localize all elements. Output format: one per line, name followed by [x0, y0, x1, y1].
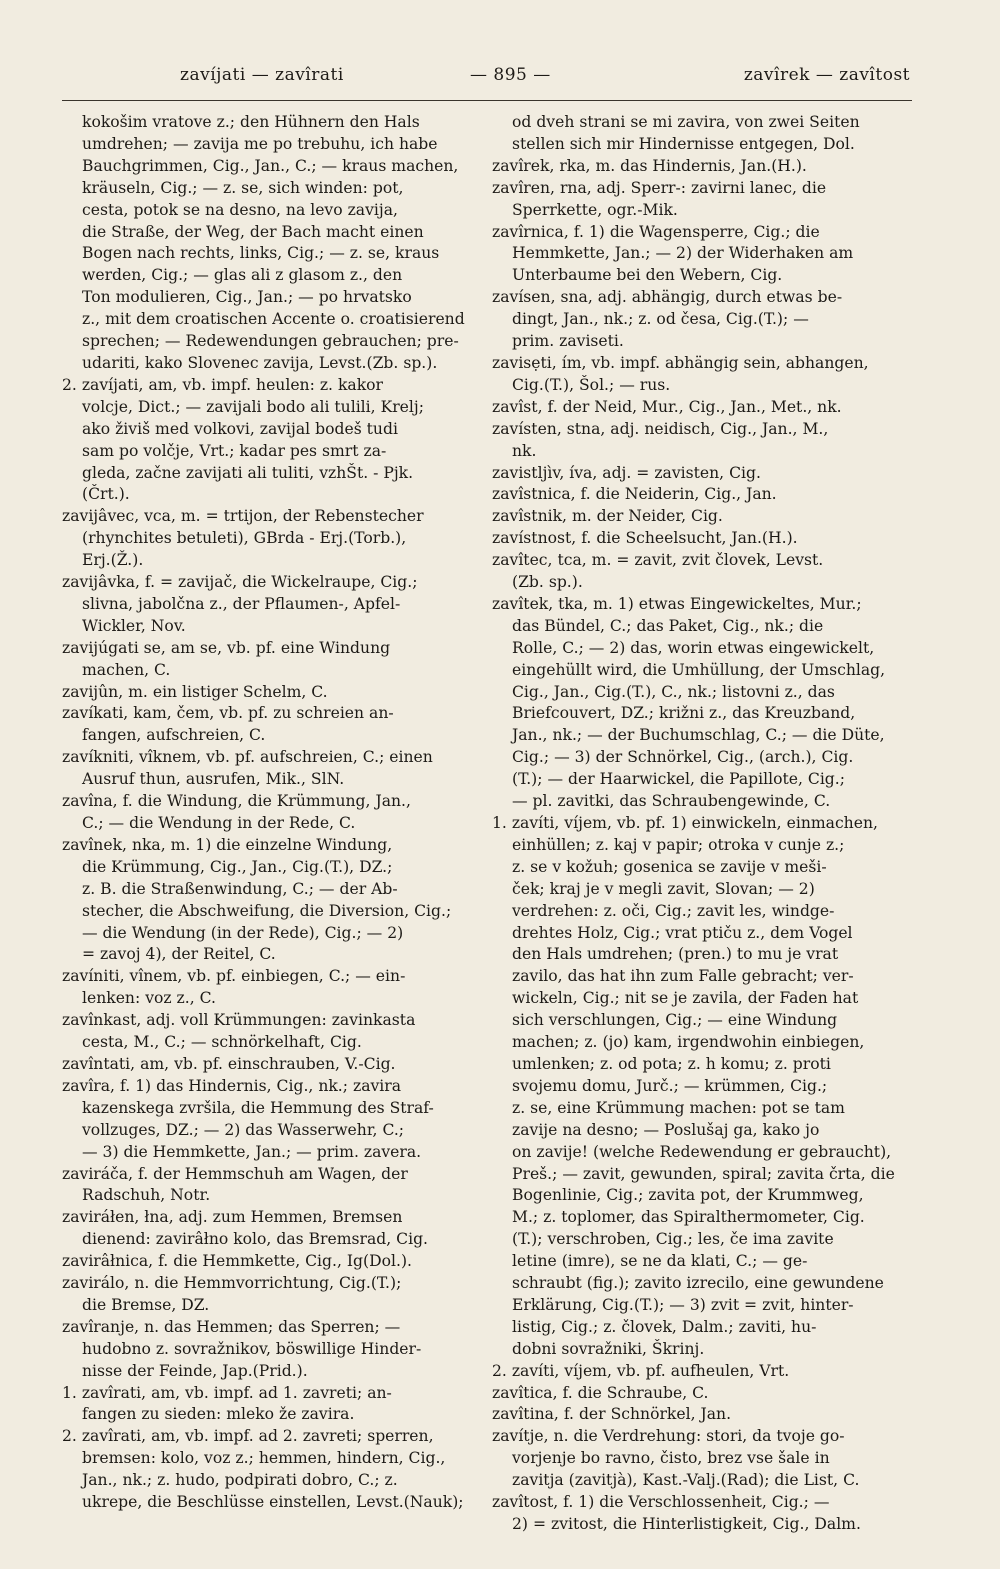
entry-line: eingehüllt wird, die Umhüllung, der Umschlag, — [512, 660, 886, 679]
entry-line: fangen zu sieden: mleko že zavira. — [82, 1405, 355, 1424]
entry-headword-line: zavijûn, m. ein listiger Schelm, C. — [62, 682, 328, 701]
entry-line: volcje, Dict.; — zavijali bodo ali tulili, Krelj; — [82, 397, 424, 416]
entry-line: umdrehen; — zavija me po trebuhu, ich habe — [82, 134, 438, 153]
entry-headword-line: zavíkniti, vîknem, vb. pf. aufschreien, C.; einen — [62, 748, 433, 767]
entry-line: listig, Cig.; z. človek, Dalm.; zaviti, hu- — [512, 1317, 817, 1336]
entry-line: zavilo, das hat ihn zum Falle gebracht; ver- — [512, 967, 854, 986]
entry-line: Erklärung, Cig.(T.); — 3) zvit = zvit, hinter- — [512, 1295, 854, 1314]
entry-line: prim. zaviseti. — [512, 332, 624, 351]
entry-line: cesta, M., C.; — schnörkelhaft, Cig. — [82, 1033, 362, 1052]
entry-headword-line: zavîtec, tca, m. = zavit, zvit človek, Levst. — [492, 551, 824, 570]
entry-line: — pl. zavitki, das Schraubengewinde, C. — [512, 792, 831, 811]
entry-line: das Bündel, C.; das Paket, Cig., nk.; die — [512, 616, 824, 635]
entry-headword-line: zavîstnica, f. die Neiderin, Cig., Jan. — [492, 485, 777, 504]
entry-headword-line: zavîtica, f. die Schraube, C. — [492, 1383, 709, 1402]
left-column — [62, 112, 486, 1514]
entry-line: z. se v kožuh; gosenica se zavije v meši- — [512, 857, 827, 876]
entry-headword-line: zavísten, stna, adj. neidisch, Cig., Jan., M., — [492, 419, 829, 438]
entry-headword-line: zavirálo, n. die Hemmvorrichtung, Cig.(T.); — [62, 1274, 402, 1293]
header-left-guide-words: zavíjati — zavîrati — [180, 65, 344, 85]
entry-line: dingt, Jan., nk.; z. od česa, Cig.(T.); — — [512, 310, 809, 329]
entry-line: nisse der Feinde, Jap.(Prid.). — [82, 1361, 308, 1380]
entry-line: den Hals umdrehen; (pren.) to mu je vrat — [512, 945, 839, 964]
entry-line: lenken: voz z., C. — [82, 989, 216, 1008]
entry-line: gleda, začne zavijati ali tuliti, vzhŠt. - Pjk. — [82, 463, 414, 482]
entry-line: M.; z. toplomer, das Spiralthermometer, Cig. — [512, 1208, 865, 1227]
entry-headword-line: zavistljìv, íva, adj. = zavisten, Cig. — [492, 463, 761, 482]
entry-line: bremsen: kolo, voz z.; hemmen, hindern, Cig., — [82, 1449, 446, 1468]
entry-line: ako živiš med volkovi, zavijal bodeš tudi — [82, 419, 398, 438]
entry-headword-line: zavísen, sna, adj. abhängig, durch etwas be- — [492, 288, 843, 307]
entry-headword-line: zavirâłnica, f. die Hemmkette, Cig., Ig(Dol.). — [62, 1252, 412, 1271]
entry-headword-line: zavîstnik, m. der Neider, Cig. — [492, 507, 723, 526]
entry-line: (Črt.). — [82, 485, 130, 504]
entry-line: Erj.(Ž.). — [82, 551, 144, 570]
entry-line: Jan., nk.; — der Buchumschlag, C.; — die Düte, — [512, 726, 885, 745]
entry-line: sam po volčje, Vrt.; kadar pes smrt za- — [82, 441, 387, 460]
page-number: — 895 — — [470, 65, 551, 85]
entry-line: udariti, kako Slovenec zavija, Levst.(Zb. sp.). — [82, 353, 438, 372]
entry-headword-line: zavîtek, tka, m. 1) etwas Eingewickeltes, Mur.; — [492, 594, 862, 613]
entry-line: cesta, potok se na desno, na levo zavija, — [82, 200, 398, 219]
entry-line: drehtes Holz, Cig.; vrat ptiču z., dem Vogel — [512, 923, 853, 942]
entry-line: schraubt (fig.); zavito izrecilo, eine gewundene — [512, 1274, 884, 1293]
entry-line: die Straße, der Weg, der Bach macht einen — [82, 222, 424, 241]
entry-headword-line: zavisẹti, ím, vb. impf. abhängig sein, abhangen, — [492, 353, 869, 372]
entry-headword-line: zaviráča, f. der Hemmschuh am Wagen, der — [62, 1164, 408, 1183]
entry-line: letine (imre), se ne da klati, C.; — ge- — [512, 1252, 808, 1271]
entry-headword-line: 2. zavíti, víjem, vb. pf. aufheulen, Vrt. — [492, 1361, 790, 1380]
entry-headword-line: zavînek, nka, m. 1) die einzelne Windung, — [62, 835, 393, 854]
entry-line: vollzuges, DZ.; — 2) das Wasserwehr, C.; — [82, 1120, 405, 1139]
entry-line: kräuseln, Cig.; — z. se, sich winden: pot, — [82, 178, 404, 197]
entry-line: Radschuh, Notr. — [82, 1186, 211, 1205]
entry-line: Rolle, C.; — 2) das, worin etwas eingewickelt, — [512, 638, 875, 657]
entry-headword-line: 2. zavîrati, am, vb. impf. ad 2. zavreti; sperren, — [62, 1427, 434, 1446]
entry-line: einhüllen; z. kaj v papir; otroka v cunje z.; — [512, 835, 845, 854]
entry-line: Cig., Jan., Cig.(T.), C., nk.; listovni z., das — [512, 682, 835, 701]
entry-headword-line: zavîst, f. der Neid, Mur., Cig., Jan., Met., nk. — [492, 397, 842, 416]
entry-line: ukrepe, die Beschlüsse einstellen, Levst.(Nauk); — [82, 1493, 464, 1512]
entry-line: ček; kraj je v megli zavit, Slovan; — 2) — [512, 879, 815, 898]
entry-line: umlenken; z. od pota; z. h komu; z. proti — [512, 1054, 831, 1073]
header-right-guide-words: zavîrek — zavîtost — [743, 65, 910, 85]
entry-line: = zavoj 4), der Reitel, C. — [82, 945, 276, 964]
entry-headword-line: zavîren, rna, adj. Sperr-: zavirni lanec, die — [492, 178, 827, 197]
entry-line: stellen sich mir Hindernisse entgegen, Dol. — [512, 134, 855, 153]
entry-headword-line: zavînkast, adj. voll Krümmungen: zavinkasta — [62, 1011, 416, 1030]
entry-line: werden, Cig.; — glas ali z glasom z., den — [82, 266, 403, 285]
entry-line: od dveh strani se mi zavira, von zwei Seiten — [512, 113, 860, 131]
entry-line: machen, C. — [82, 660, 171, 679]
entry-line: svojemu domu, Jurč.; — krümmen, Cig.; — [512, 1076, 828, 1095]
entry-line: dobni sovražniki, Škrinj. — [512, 1339, 705, 1358]
entry-headword-line: zavîrnica, f. 1) die Wagensperre, Cig.; die — [492, 222, 820, 241]
entry-line: die Bremse, DZ. — [82, 1295, 210, 1314]
entry-headword-line: zavijâvec, vca, m. = trtijon, der Rebenstecher — [62, 507, 424, 526]
entry-headword-line: zavîranje, n. das Hemmen; das Sperren; — — [62, 1317, 401, 1336]
entry-headword-line: zaviráłen, łna, adj. zum Hemmen, Bremsen — [62, 1208, 403, 1227]
entry-line: Bogen nach rechts, links, Cig.; — z. se, kraus — [82, 244, 440, 263]
entry-headword-line: zavijâvka, f. = zavijač, die Wickelraupe, Cig.; — [62, 573, 418, 592]
entry-line: sich verschlungen, Cig.; — eine Windung — [512, 1011, 838, 1030]
header-rule — [62, 100, 912, 101]
entry-headword-line: zavîtina, f. der Schnörkel, Jan. — [492, 1405, 732, 1424]
entry-line: hudobno z. sovražnikov, böswillige Hinder- — [82, 1339, 422, 1358]
entry-line: z. B. die Straßenwindung, C.; — der Ab- — [82, 879, 398, 898]
entry-headword-line: 1. zavíti, víjem, vb. pf. 1) einwickeln, einmachen, — [492, 814, 878, 832]
entry-line: Cig.(T.), Šol.; — rus. — [512, 375, 671, 394]
entry-line: wickeln, Cig.; nit se je zavila, der Faden hat — [512, 989, 859, 1008]
entry-line: nk. — [512, 441, 537, 460]
entry-line: verdrehen: z. oči, Cig.; zavit les, windge- — [512, 901, 835, 920]
entry-line: die Krümmung, Cig., Jan., Cig.(T.), DZ.; — [82, 857, 393, 876]
entry-line: sprechen; — Redewendungen gebrauchen; pre- — [82, 332, 459, 351]
entry-line: kazenskega zvršila, die Hemmung des Straf- — [82, 1098, 434, 1117]
entry-headword-line: zavíkati, kam, čem, vb. pf. zu schreien an- — [62, 704, 394, 723]
entry-line: Ausruf thun, ausrufen, Mik., SlN. — [82, 770, 345, 789]
entry-line: Sperrkette, ogr.-Mik. — [512, 200, 678, 219]
entry-line: z. se, eine Krümmung machen: pot se tam — [512, 1098, 845, 1117]
entry-line: (Zb. sp.). — [512, 573, 583, 592]
entry-line: C.; — die Wendung in der Rede, C. — [82, 814, 356, 832]
entry-line: 2) = zvitost, die Hinterlistigkeit, Cig., Dalm. — [512, 1515, 861, 1533]
entry-line: Wickler, Nov. — [82, 616, 186, 635]
entry-headword-line: zavîntati, am, vb. pf. einschrauben, V.-Cig. — [62, 1054, 396, 1073]
entry-line: Jan., nk.; z. hudo, podpirati dobro, C.; z. — [82, 1471, 398, 1490]
entry-line: machen; z. (jo) kam, irgendwohin einbiegen, — [512, 1033, 865, 1052]
entry-line: on zavije! (welche Redewendung er gebraucht), — [512, 1142, 892, 1161]
entry-line: Bogenlinie, Cig.; zavita pot, der Krummweg, — [512, 1186, 864, 1205]
entry-headword-line: 1. zavîrati, am, vb. impf. ad 1. zavreti; an- — [62, 1383, 392, 1402]
entry-line: dienend: zavirâłno kolo, das Bremsrad, Cig. — [82, 1230, 429, 1249]
entry-line: — die Wendung (in der Rede), Cig.; — 2) — [82, 923, 404, 942]
entry-headword-line: zavístnost, f. die Scheelsucht, Jan.(H.). — [492, 529, 798, 548]
entry-line: — 3) die Hemmkette, Jan.; — prim. zavera. — [82, 1142, 422, 1161]
entry-headword-line: zavîrek, rka, m. das Hindernis, Jan.(H.). — [492, 156, 807, 175]
entry-line: (rhynchites betuleti), GBrda - Erj.(Torb.), — [82, 529, 407, 548]
entry-line: Briefcouvert, DZ.; križni z., das Kreuzband, — [512, 704, 856, 723]
running-header — [60, 60, 910, 96]
entry-line: zavije na desno; — Poslušaj ga, kako jo — [512, 1120, 820, 1139]
entry-line: (T.); — der Haarwickel, die Papillote, Cig.; — [512, 770, 846, 789]
entry-line: slivna, jabolčna z., der Pflaumen-, Apfel- — [82, 594, 401, 613]
entry-line: z., mit dem croatischen Accente o. croatisierend — [82, 310, 465, 329]
entry-line: vorjenje bo ravno, čisto, brez vse šale in — [512, 1449, 830, 1468]
entry-headword-line: 2. zavíjati, am, vb. impf. heulen: z. kakor — [62, 375, 383, 394]
entry-headword-line: zavîra, f. 1) das Hindernis, Cig., nk.; zavira — [62, 1076, 402, 1095]
entry-line: Ton modulieren, Cig., Jan.; — po hrvatsko — [82, 288, 412, 307]
entry-line: kokošim vratove z.; den Hühnern den Hals — [82, 113, 420, 131]
entry-headword-line: zavijúgati se, am se, vb. pf. eine Windung — [62, 638, 391, 657]
entry-headword-line: zavítje, n. die Verdrehung: stori, da tvoje go- — [492, 1427, 845, 1446]
entry-line: Hemmkette, Jan.; — 2) der Widerhaken am — [512, 244, 854, 263]
entry-headword-line: zavíniti, vînem, vb. pf. einbiegen, C.; — ein- — [62, 967, 406, 986]
entry-headword-line: zavîtost, f. 1) die Verschlossenheit, Cig.; — — [492, 1493, 830, 1512]
entry-line: Bauchgrimmen, Cig., Jan., C.; — kraus machen, — [82, 156, 459, 175]
entry-line: fangen, aufschreien, C. — [82, 726, 266, 745]
right-column — [492, 112, 916, 1536]
entry-line: zavitja (zavitjà), Kast.-Valj.(Rad); die List, C. — [512, 1471, 860, 1490]
entry-line: Unterbaume bei den Webern, Cig. — [512, 266, 783, 285]
entry-line: (T.); verschroben, Cig.; les, če ima zavite — [512, 1230, 834, 1249]
entry-line: Cig.; — 3) der Schnörkel, Cig., (arch.), Cig. — [512, 748, 854, 767]
entry-line: stecher, die Abschweifung, die Diversion, Cig.; — [82, 901, 452, 920]
entry-headword-line: zavîna, f. die Windung, die Krümmung, Jan., — [62, 792, 411, 811]
entry-line: Preš.; — zavit, gewunden, spiral; zavita črta, die — [512, 1164, 895, 1183]
